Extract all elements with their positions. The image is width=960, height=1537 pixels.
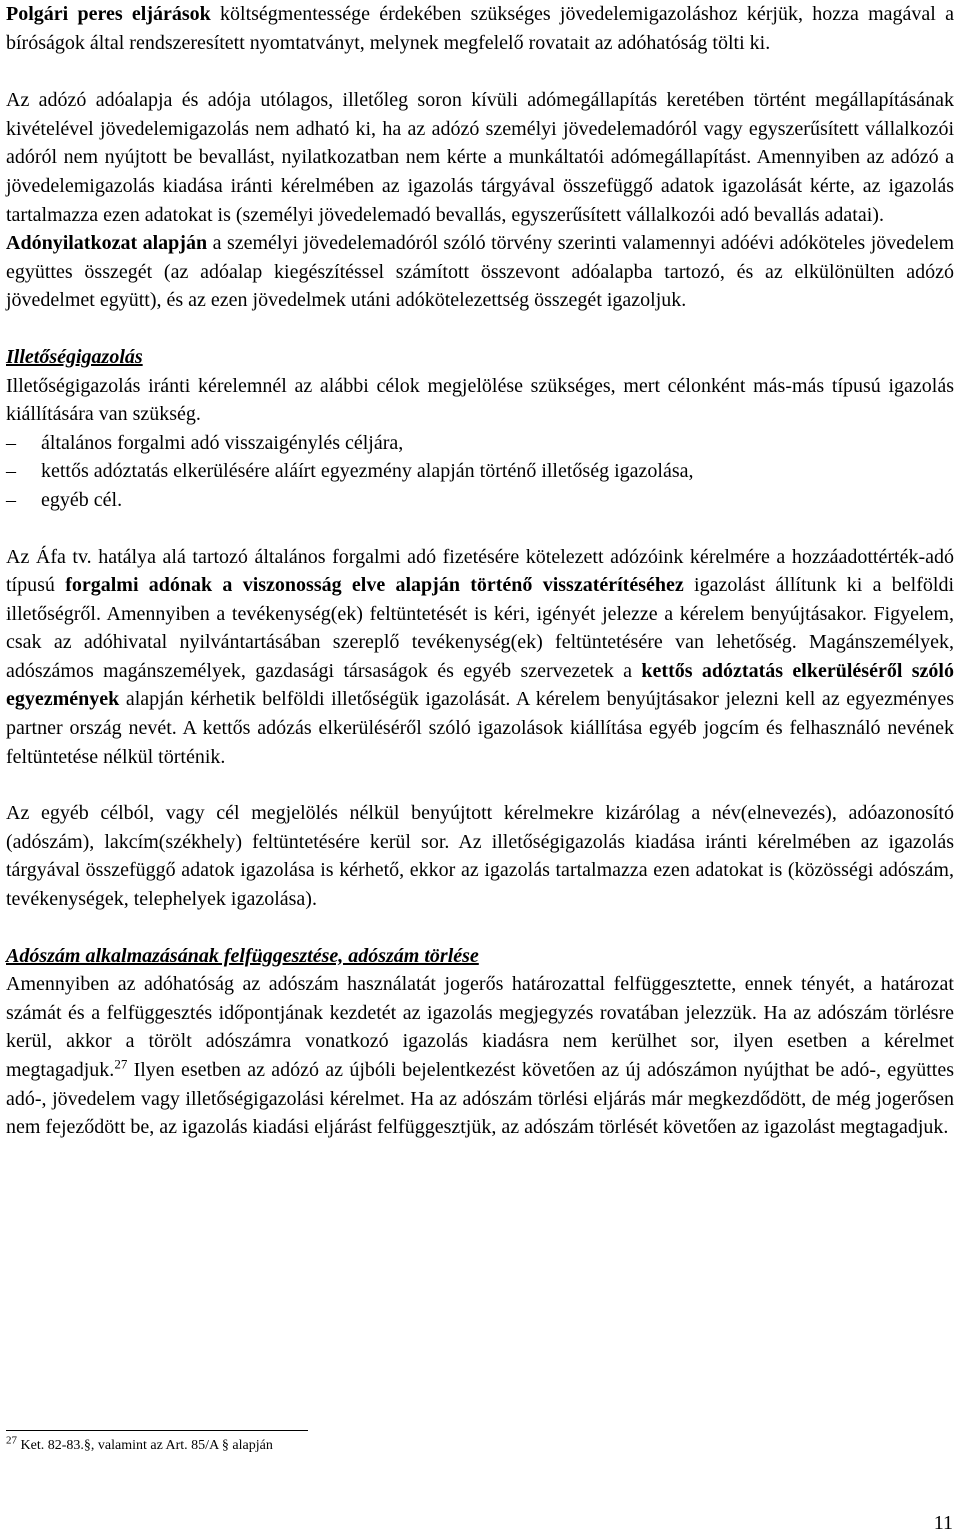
footnote-text: Ket. 82-83.§, valamint az Art. 85/A § alapján	[17, 1438, 273, 1453]
footnote	[6, 1436, 273, 1456]
list-item-text: általános forgalmi adó visszaigénylés céljára,	[41, 431, 404, 454]
list-item	[6, 457, 954, 486]
paragraph-text: Illetőségigazolás iránti kérelemnél az alábbi célok megjelölése szükséges, mert célonként más-más típusú igazolás kiállítására van szükség.	[6, 374, 954, 426]
heading-text: Illetőségigazolás	[6, 345, 143, 368]
bold-phrase: forgalmi adónak a viszonosság elve alapján történő visszatérítéséhez	[65, 574, 684, 597]
bold-phrase: Polgári peres eljárások	[6, 3, 211, 25]
bold-phrase: kettős adóztatás elkerüléséről szóló egyezmények	[6, 659, 954, 711]
paragraph-vat-refund	[6, 543, 954, 772]
dash-bullet: –	[6, 460, 16, 483]
bold-phrase: Adónyilatkozat alapján	[6, 232, 208, 255]
paragraph-text: Amennyiben az adóhatóság az adószám használatát jogerős határozattal felfüggesztette, ennek tényét, a határozat számát és a felfüggesztés időpontjának kezdetét az igazolás megjegyzés rovatában jelezzük. Ha az adószám törlésre kerül, akkor a törölt adószámra vonatkozó igazolás kiadásra nem kerülhet sor, ilyen esetben a kérelmet megtagadjuk.	[6, 973, 954, 1081]
paragraph-text: igazolást állítunk ki a belföldi illetőségről. Amennyiben a tevékenység(ek) feltüntetését is kéri, igényét jelezze a kérelem benyújtásakor. Figyelem, csak az adóhivatal nyilvántartásában szereplő tevékenység(ek) feltüntetésére van lehetőség. Magánszemélyek, adószámos magánszemélyek, gazdasági társaságok és egyéb szervezetek a	[6, 574, 954, 682]
paragraph-text: Ilyen esetben az adózó az újbóli bejelentkezést követően az új adószámon nyújthat be adó-, együttes adó-, jövedelem vagy illetőségigazolási kérelmet. Ha az adószám törlési eljárás már megkezdődött, de még jogerősen nem fejeződött be, az igazolás kiadási eljárást felfüggesztjük, az adószám törlését követően az igazolást megtagadjuk.	[6, 1059, 954, 1139]
paragraph-civil-proceedings	[6, 0, 954, 57]
document-body	[6, 0, 954, 1142]
list-item-text: egyéb cél.	[41, 488, 123, 511]
list-item-text: kettős adóztatás elkerülésére aláírt egyezmény alapján történő illetőség igazolása,	[41, 460, 694, 483]
footnote-reference: 27	[114, 1056, 128, 1072]
dash-bullet: –	[6, 431, 16, 454]
list-item	[6, 429, 954, 458]
paragraph-residence-intro	[6, 372, 954, 429]
dash-bullet: –	[6, 488, 16, 511]
paragraph-text: Az egyéb célból, vagy cél megjelölés nélkül benyújtott kérelmekre kizárólag a név(elnevezés), adóazonosító (adószám), lakcím(székhely) feltüntetésére kerül sor. Az illetőségigazolás kiadása iránti kérelmében az igazolás tárgyával összefüggő adatok igazolása is kérhető, ekkor az igazolás tartalmazza ezen adatokat is (közösségi adószám, tevékenységek, telephelyek igazolása).	[6, 802, 954, 911]
footnote-number: 27	[6, 1434, 17, 1447]
paragraph-text: Az Áfa tv. hatálya alá tartozó általános forgalmi adó fizetésére kötelezett adózóink kérelmére a hozzáadottérték-adó típusú	[6, 545, 954, 597]
purpose-list	[6, 429, 954, 515]
paragraph-income-certificate	[6, 86, 954, 229]
section-heading-residence	[6, 343, 954, 372]
paragraph-text: alapján kérhetik belföldi illetőségük igazolását. A kérelem benyújtásakor jelezni kell az egyezményes partner ország nevét. A kettős adózás elkerüléséről szóló igazolások kiállítása egyéb jogcím és felhasználó nevének feltüntetése nélkül történik.	[6, 688, 954, 768]
paragraph-text: költségmentessége érdekében szükséges jövedelemigazoláshoz kérjük, hozza magával a bíróságok által rendszeresített nyomtatványt, melynek megfelelő rovatait az adóhatóság tölti ki.	[6, 3, 954, 54]
paragraph-tax-number-suspension	[6, 970, 954, 1142]
section-heading-tax-number	[6, 942, 954, 971]
paragraph-text: a személyi jövedelemadóról szóló törvény szerinti valamennyi adóévi adóköteles jövedelem együttes összegét (az adóalap kiegészítéssel számított összevont adóalapba tartozó, és az elkülönülten adózó jövedelmet együtt), és az ezen jövedelmek utáni adókötelezettség összegét igazoljuk.	[6, 232, 954, 312]
list-item	[6, 486, 954, 515]
footnote-separator	[6, 1430, 308, 1431]
paragraph-text: Az adózó adóalapja és adója utólagos, illetőleg soron kívüli adómegállapítás keretében történt megállapításának kivételével jövedelemigazolás nem adható ki, ha az adózó személyi jövedelemadóról vagy egyszerűsített vállalkozói adóról nem nyújtott be bevallást, nyilatkozatban nem kérte a munkáltatói adómegállapítást. Amennyiben az adózó a jövedelemigazolás kiadása iránti kérelmében az igazolás tárgyával összefüggő adatok igazolását kérte, az igazolás tartalmazza ezen adatokat is (személyi jövedelemadó bevallás, egyszerűsített vállalkozói adó bevallás adatai).	[6, 89, 954, 226]
paragraph-other-purpose	[6, 799, 954, 913]
heading-text: Adószám alkalmazásának felfüggesztése, adószám törlése	[6, 944, 479, 967]
paragraph-tax-declaration	[6, 229, 954, 315]
page-number: 11	[933, 1512, 953, 1534]
